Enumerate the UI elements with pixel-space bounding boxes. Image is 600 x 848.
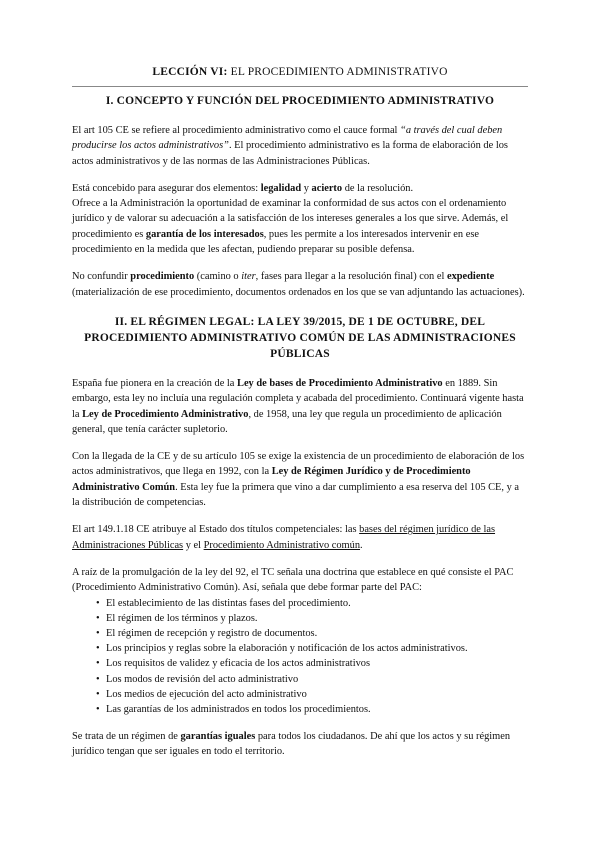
pac-bullet-list [72, 596, 528, 718]
list-item: • Los principios y reglas sobre la elaboración y notificación de los actos administrativos. [106, 641, 528, 656]
section1-heading: I. CONCEPTO Y FUNCIÓN DEL PROCEDIMIENTO ADMINISTRATIVO [105, 95, 495, 107]
lesson-title-bold: LECCIÓN VI: [152, 66, 228, 78]
lesson-title-rest: EL PROCEDIMIENTO ADMINISTRATIVO [227, 66, 448, 78]
list-item: • El establecimiento de las distintas fases del procedimiento. [106, 596, 528, 611]
list-item: • Los modos de revisión del acto administrativo [106, 672, 528, 687]
list-item: • Las garantías de los administrados en todos los procedimientos. [106, 702, 528, 717]
section2-paragraph-2: Con la llegada de la CE y de su artículo 105 se exige la existencia de un procedimiento de elaboración de los actos administrativos, que llega en 1992, con la Ley de Régimen Jurídico y de Procedimiento Administrativo Común. Esta ley fue la primera que vino a dar cumplimiento a esa reserva del 105 CE, y a la distribución de competencias. [72, 451, 525, 509]
section1-paragraph-2: Está concebido para asegurar dos elementos: legalidad y acierto de la resolución. [72, 182, 414, 194]
document-page [72, 66, 528, 772]
section1-paragraph-3: Ofrece a la Administración la oportunidad de examinar la conformidad de sus actos con el ordenamiento jurídico y de valorar su adecuación a la satisfacción de los intereses generales a los que sirve. Además, el procedimiento es garantía de los interesados, pues les permite a los interesados intervenir en ese procedimiento en la medida que les afectan, pudiendo preparar su posible defensa. [72, 198, 509, 256]
section2-paragraph-1: España fue pionera en la creación de la Ley de bases de Procedimiento Administrativo en 1889. Sin embargo, esta ley no incluía una regulación completa y acabada del procedimiento. Continuará vigente hasta la Ley de Procedimiento Administrativo, de 1958, una ley que regula un procedimiento de aplicación general, que tenía carácter supletorio. [72, 377, 524, 435]
section2-paragraph-5: Se trata de un régimen de garantías iguales para todos los ciudadanos. De ahí que los actos y su régimen jurídico tengan que ser iguales en todo el territorio. [72, 731, 511, 758]
section2-heading: II. EL RÉGIMEN LEGAL: LA LEY 39/2015, DE 1 DE OCTUBRE, DEL PROCEDIMIENTO ADMINISTRATIVO COMÚN DE LAS ADMINISTRACIONES PÚBLICAS [84, 315, 516, 360]
list-item: • El régimen de recepción y registro de documentos. [106, 626, 528, 641]
section1-paragraph-4: No confundir procedimiento (camino o iter, fases para llegar a la resolución final) con el expediente (materialización de ese procedimiento, documentos ordenados en los que se van adjuntando las actuaciones). [72, 271, 525, 298]
section2-paragraph-3: El art 149.1.18 CE atribuye al Estado dos títulos competenciales: las bases del régimen jurídico de las Administraciones Públicas y el Procedimiento Administrativo común. [72, 524, 496, 551]
list-item: • Los medios de ejecución del acto administrativo [106, 687, 528, 702]
section2-paragraph-4: A raíz de la promulgación de la ley del 92, el TC señala una doctrina que establece en qué consiste el PAC (Procedimiento Administrativo Común). Así, señala que debe formar parte del PAC: [72, 566, 514, 594]
list-item: • Los requisitos de validez y eficacia de los actos administrativos [106, 656, 528, 671]
section1-paragraph-1: El art 105 CE se refiere al procedimiento administrativo como el cauce formal “a través del cual deben producirse los actos administrativos”. El procedimiento administrativo es la forma de elaboración de los actos administrativos y de las normas de las Administraciones Públicas. [72, 125, 508, 167]
list-item: • El régimen de los términos y plazos. [106, 611, 528, 626]
lesson-title [72, 66, 528, 87]
